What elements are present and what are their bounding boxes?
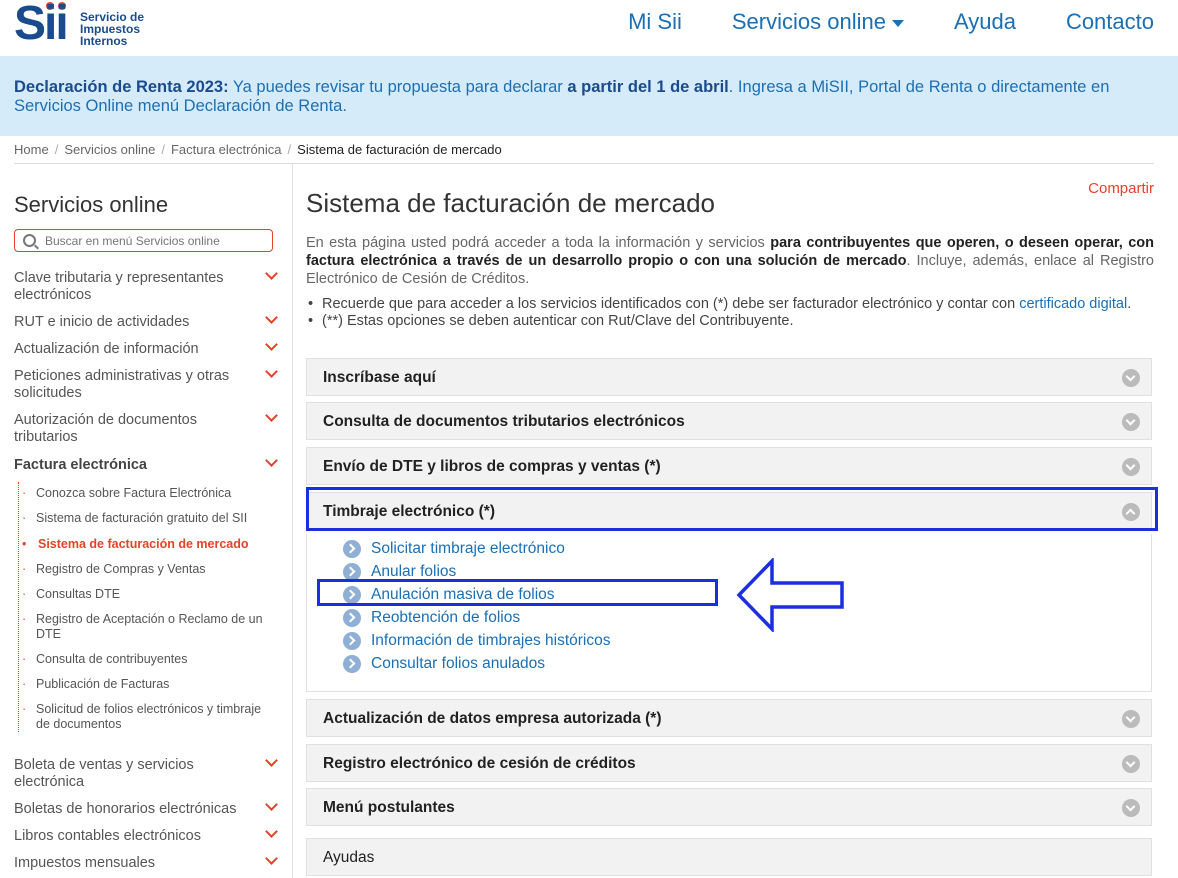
- submenu-label: Publicación de Facturas: [36, 677, 170, 691]
- submenu-label: Sistema de facturación gratuito del SII: [36, 511, 248, 525]
- certificado-digital-link[interactable]: certificado digital: [1019, 296, 1128, 312]
- intro-paragraph: [306, 234, 1154, 288]
- note-text: Recuerde que para acceder a los servicios identificados con (*) debe ser facturador electrónico y contar con: [322, 296, 1020, 312]
- sidebar-item-autorizacion[interactable]: [14, 412, 276, 446]
- accordion-actualizacion-datos[interactable]: [306, 699, 1152, 737]
- chevron-down-icon: [1122, 710, 1140, 728]
- sidebar-item-label: Libros contables electrónicos: [14, 828, 201, 844]
- sidebar-item-label: Boletas de honorarios electrónicas: [14, 801, 237, 817]
- accordion-label: Envío de DTE y libros de compras y ventas (*): [323, 458, 661, 475]
- chevron-down-icon[interactable]: [266, 457, 276, 467]
- logo-text: Sii: [14, 0, 67, 50]
- announcement-banner: [0, 56, 1178, 136]
- breadcrumb-servicios[interactable]: Servicios online: [64, 142, 156, 157]
- sidebar-item-rut[interactable]: [14, 314, 276, 331]
- banner-bold-title: Declaración de Renta 2023:: [14, 78, 229, 96]
- banner-text: [14, 78, 1159, 116]
- bullet: ·: [22, 652, 27, 666]
- sidebar-search-input[interactable]: [45, 232, 265, 249]
- intro-part: En esta página usted podrá acceder a toda la información y servicios: [306, 235, 771, 251]
- bullet: ·: [22, 587, 27, 601]
- accordion-inscribase[interactable]: [306, 358, 1152, 396]
- sidebar-item-label: Boleta de ventas y servicios electrónica: [14, 757, 194, 790]
- breadcrumb-separator: /: [161, 142, 165, 157]
- sidebar-title: Servicios online: [14, 192, 169, 217]
- link-label: Consultar folios anulados: [371, 655, 546, 672]
- bullet: ·: [22, 612, 27, 626]
- bullet: ·: [22, 486, 27, 500]
- bullet: ·: [22, 702, 27, 716]
- intro-part: . Incluye, además, enlace al Registro Electrónico de Cesión de Créditos.: [306, 253, 1154, 287]
- link-label: Información de timbrajes históricos: [371, 632, 611, 649]
- banner-bold-date: a partir del 1 de abril: [567, 78, 729, 96]
- bullet: ·: [22, 677, 27, 691]
- chevron-down-icon[interactable]: [266, 828, 276, 838]
- accordion-label: Actualización de datos empresa autorizada (*): [323, 710, 662, 727]
- sidebar-item-label: Factura electrónica: [14, 457, 147, 473]
- accordion-consulta-dte[interactable]: [306, 402, 1152, 440]
- accordion-label: Ayudas: [323, 849, 375, 866]
- arrow-left-icon: [736, 558, 846, 632]
- sidebar-item-label: Impuestos mensuales: [14, 855, 156, 871]
- submenu-label: Consulta de contribuyentes: [36, 652, 188, 666]
- submenu-label: Registro de Compras y Ventas: [36, 562, 206, 576]
- banner-text-part: Ya puedes revisar tu propuesta para declarar: [228, 78, 568, 96]
- breadcrumb-separator: /: [287, 142, 292, 157]
- logo-subtitle: [80, 11, 144, 47]
- chevron-down-icon: [1122, 799, 1140, 817]
- nav-servicios-online[interactable]: [732, 8, 904, 36]
- sidebar-item-label: Clave tributaria y representantes electrónicos: [14, 270, 224, 303]
- nav-contacto[interactable]: Contacto: [1065, 9, 1154, 34]
- submenu-line: [18, 482, 20, 732]
- nav-ayuda[interactable]: Ayuda: [953, 9, 1016, 34]
- chevron-down-icon[interactable]: [266, 801, 276, 811]
- sidebar-item-label: RUT e inicio de actividades: [14, 314, 190, 330]
- sidebar-item-label: Peticiones administrativas y otras solicitudes: [14, 368, 230, 401]
- sii-logo[interactable]: [14, 2, 154, 48]
- banner-text-part: . Ingresa a MiSII, Portal de Renta o directamente en Servicios Online menú Declaración de Renta.: [14, 78, 1110, 115]
- chevron-down-icon: [1122, 755, 1140, 773]
- accordion-envio-dte[interactable]: [306, 447, 1152, 485]
- chevron-down-icon[interactable]: [266, 314, 276, 324]
- submenu-label: Registro de Aceptación o Reclamo de un DTE: [36, 612, 263, 641]
- highlight-box-anulacion: [317, 579, 718, 606]
- logo-line: Servicio de: [80, 10, 145, 24]
- nav-servicios-label: Servicios online: [731, 9, 886, 34]
- logo-line: Impuestos: [80, 22, 141, 36]
- chevron-down-icon[interactable]: [266, 270, 276, 280]
- sidebar: [0, 164, 293, 878]
- submenu-label: Sistema de facturación de mercado: [38, 537, 249, 551]
- link-label: Anulación masiva de folios: [371, 586, 555, 603]
- sidebar-item-peticiones[interactable]: [14, 368, 276, 402]
- notes-list: [306, 296, 1154, 330]
- sidebar-item-boleta[interactable]: [14, 757, 276, 791]
- chevron-down-icon[interactable]: [266, 412, 276, 422]
- sidebar-item-impuestos[interactable]: [14, 855, 276, 872]
- search-icon: [23, 234, 36, 247]
- sidebar-item-clave[interactable]: [14, 270, 276, 304]
- submenu-label: Conozca sobre Factura Electrónica: [36, 486, 232, 500]
- accordion-menu-postulantes[interactable]: [306, 788, 1152, 826]
- highlight-box-timbraje: [306, 487, 1158, 531]
- accordion-label: Inscríbase aquí: [323, 369, 436, 386]
- breadcrumb-current: Sistema de facturación de mercado: [297, 142, 502, 157]
- arrow-right-icon: [343, 632, 361, 650]
- note-item: [306, 313, 1154, 330]
- page-title: Sistema de facturación de mercado: [306, 188, 715, 218]
- sidebar-item-actualizacion[interactable]: [14, 341, 276, 358]
- arrow-right-icon: [343, 540, 361, 558]
- caret-down-icon: [892, 20, 904, 27]
- logo-line: Internos: [80, 34, 128, 48]
- accordion-label: Registro electrónico de cesión de créditos: [323, 755, 636, 772]
- top-navigation: [578, 8, 1154, 36]
- nav-mi-sii[interactable]: Mi Sii: [628, 9, 682, 34]
- share-link[interactable]: Compartir: [1088, 180, 1154, 197]
- chevron-down-icon[interactable]: [266, 855, 276, 865]
- bullet: •: [22, 537, 27, 551]
- breadcrumb-separator: /: [54, 142, 59, 157]
- link-label: Reobtención de folios: [371, 609, 521, 626]
- sidebar-item-factura[interactable]: [14, 457, 276, 474]
- accordion-label: Timbraje electrónico (*): [323, 503, 495, 520]
- sidebar-search: [14, 229, 273, 252]
- accordion-label: Menú postulantes: [323, 799, 455, 816]
- note-text: .: [1127, 296, 1132, 312]
- accordion-label: Consulta de documentos tributarios electrónicos: [323, 413, 685, 430]
- chevron-down-icon[interactable]: [266, 368, 276, 378]
- breadcrumb-home[interactable]: Home: [14, 142, 49, 157]
- breadcrumb: [14, 142, 1154, 164]
- sidebar-item-label: Actualización de información: [14, 341, 199, 357]
- link-label: Anular folios: [371, 563, 457, 580]
- accordion-cesion-creditos[interactable]: [306, 744, 1152, 782]
- accordion-ayudas[interactable]: [306, 838, 1152, 876]
- sidebar-item-honorarios[interactable]: [14, 801, 276, 818]
- arrow-right-icon: [343, 655, 361, 673]
- submenu-label: Solicitud de folios electrónicos y timbraje de documentos: [36, 702, 262, 731]
- timbraje-panel: [306, 534, 1152, 692]
- chevron-down-icon[interactable]: [266, 341, 276, 351]
- breadcrumb-factura[interactable]: Factura electrónica: [170, 142, 282, 157]
- link-label: Solicitar timbraje electrónico: [371, 540, 565, 557]
- arrow-right-icon: [343, 609, 361, 627]
- chevron-down-icon[interactable]: [266, 757, 276, 767]
- chevron-down-icon: [1122, 458, 1140, 476]
- note-item: [306, 296, 1154, 313]
- sidebar-item-libros[interactable]: [14, 828, 276, 845]
- chevron-down-icon: [1122, 369, 1140, 387]
- intro-bold: para contribuyentes que operen, o deseen operar, con factura electrónica a través de un desarrollo propio o con una solución de mercado: [306, 235, 1154, 269]
- sidebar-item-label: Autorización de documentos tributarios: [14, 412, 197, 445]
- bullet: ·: [22, 511, 27, 525]
- note-text: (**) Estas opciones se deben autenticar con Rut/Clave del Contribuyente.: [322, 313, 794, 329]
- submenu-label: Consultas DTE: [36, 587, 121, 601]
- site-header: [0, 0, 1178, 56]
- bullet: ·: [22, 562, 27, 576]
- chevron-down-icon: [1122, 413, 1140, 431]
